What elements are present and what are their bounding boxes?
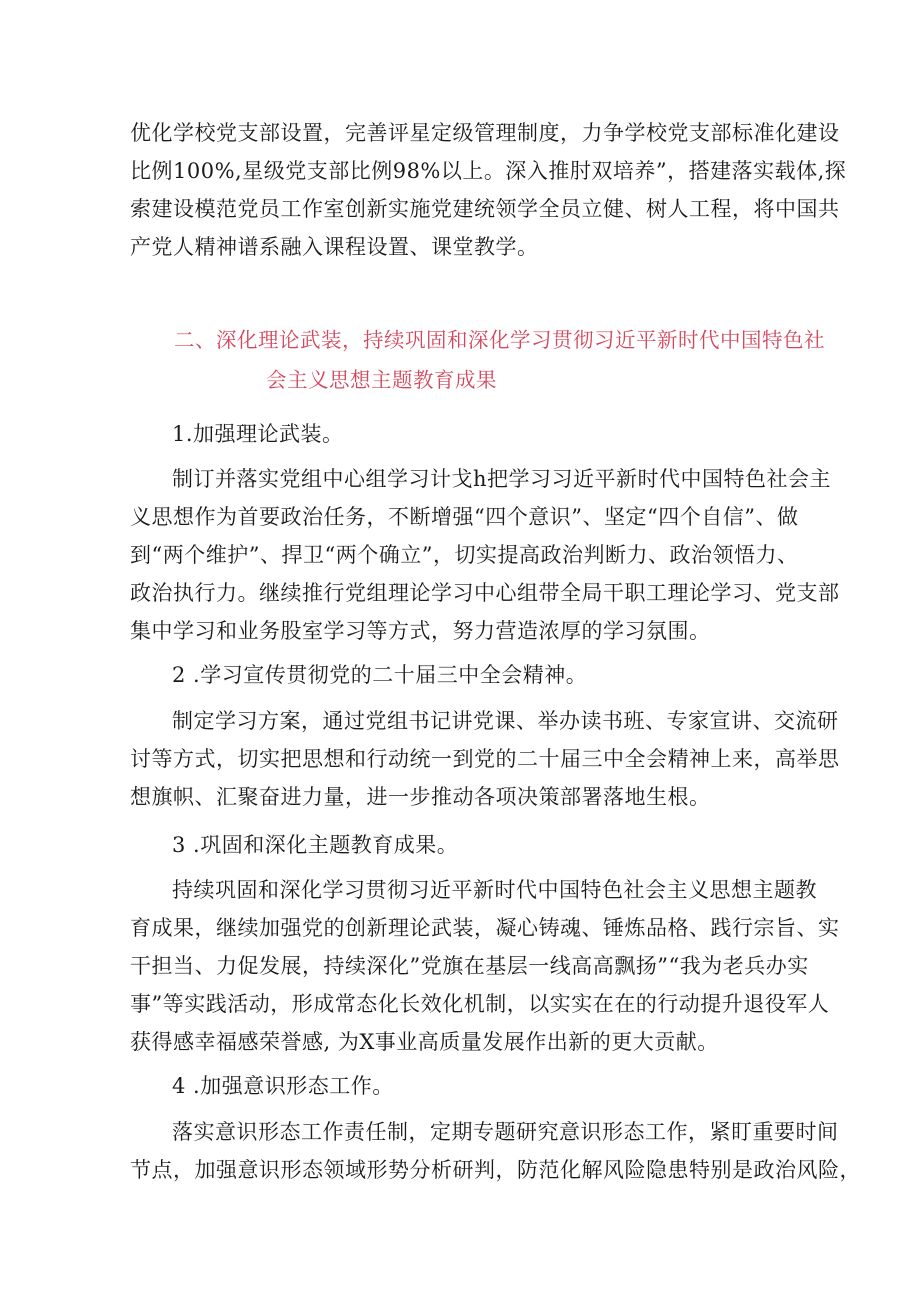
paragraph-line: 落实意识形态工作责任制，定期专题研究意识形态工作，紧盯重要时间 xyxy=(172,1120,839,1144)
paragraph-line: 到“两个维护”、捍卫“两个确立”，切实提高政治判断力、政治领悟力、 xyxy=(130,543,799,567)
paragraph-line: 义思想作为首要政治任务，不断增强“四个意识”、坚定“四个自信”、做 xyxy=(130,505,799,529)
paragraph-line: 产党人精神谱系融入课程设置、课堂教学。 xyxy=(130,235,539,259)
item-paragraph xyxy=(130,702,840,816)
paragraph-line: 获得感幸福感荣誉感, 为X事业高质量发展作出新的更大贡献。 xyxy=(130,1030,719,1054)
item-paragraph xyxy=(130,1113,861,1189)
item-title: 3 .巩固和深化主题教育成果。 xyxy=(172,833,459,857)
paragraph-line: 育成果，继续加强党的创新理论武装，凝心铸魂、锤炼品格、践行宗旨、实 xyxy=(130,916,840,940)
paragraph-line: 干担当、力促发展，持续深化”党旗在基层一线高高飘扬”“我为老兵办实 xyxy=(130,954,809,978)
paragraph-line: 索建设模范党员工作室创新实施党建统领学全员立健、树人工程，将中国共 xyxy=(130,197,840,221)
item-title: 1.加强理论武装。 xyxy=(172,422,344,446)
section-heading-line-2: 会主义思想主题教育成果 xyxy=(266,368,497,392)
paragraph-line: 政治执行力。继续推行党组理论学习中心组带全局干职工理论学习、党支部 xyxy=(130,581,840,605)
intro-paragraph xyxy=(130,114,847,266)
section-heading-line-1: 二、深化理论武装，持续巩固和深化学习贯彻习近平新时代中国特色社 xyxy=(174,328,825,352)
paragraph-line: 事”等实践活动，形成常态化长效化机制，以实实在在的行动提升退役军人 xyxy=(130,992,830,1016)
paragraph-line: 集中学习和业务股室学习等方式，努力营造浓厚的学习氛围。 xyxy=(130,619,711,643)
item-paragraph xyxy=(130,871,840,1061)
paragraph-line: 持续巩固和深化学习贯彻习近平新时代中国特色社会主义思想主题教 xyxy=(172,878,817,902)
paragraph-line: 比例100%,星级党支部比例98%以上。深入推肘双培养”，搭建落实载体,探 xyxy=(130,159,847,183)
paragraph-line: 想旗帜、汇聚奋进力量，进一步推动各项决策部署落地生根。 xyxy=(130,785,711,809)
item-title: 2 .学习宣传贯彻党的二十届三中全会精神。 xyxy=(172,663,588,687)
paragraph-line: 讨等方式，切实把思想和行动统一到党的二十届三中全会精神上来，高举思 xyxy=(130,747,840,771)
item-paragraph xyxy=(130,460,840,650)
paragraph-line: 制定学习方案，通过党组书记讲党课、举办读书班、专家宣讲、交流研 xyxy=(172,709,839,733)
paragraph-line: 节点，加强意识形态领域形势分析研判，防范化解风险隐患特别是政治风险， xyxy=(130,1158,861,1182)
item-title: 4 .加强意识形态工作。 xyxy=(172,1074,394,1098)
paragraph-line: 制订并落实党组中心组学习计戈h把学习习近平新时代中国特色社会主 xyxy=(172,467,832,491)
paragraph-line: 优化学校党支部设置，完善评星定级管理制度，力争学校党支部标准化建设 xyxy=(130,121,840,145)
